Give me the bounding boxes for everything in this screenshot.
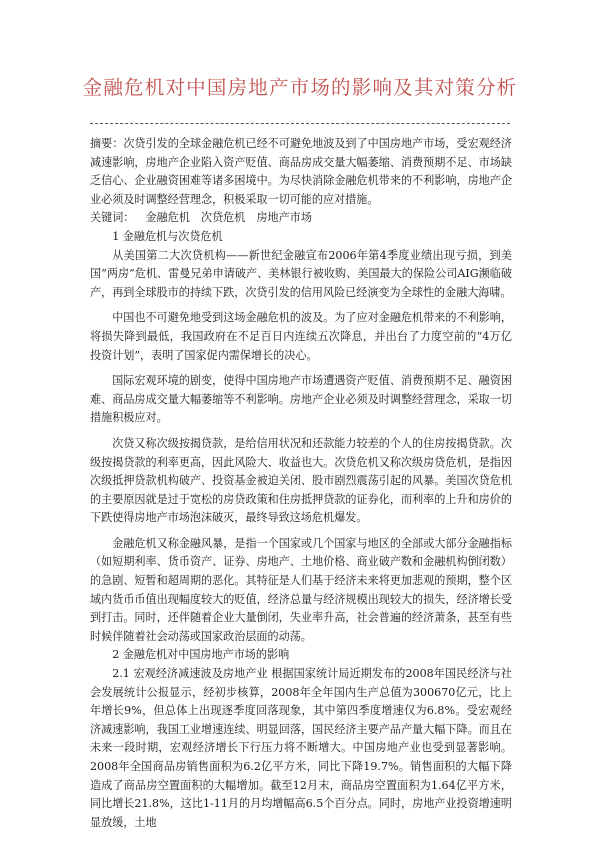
keywords-line: [90, 209, 512, 228]
keyword-item: 房地产市场: [256, 211, 312, 225]
section-heading-1: 1 金融危机与次贷危机: [112, 229, 223, 243]
body-paragraph: 次贷又称次级按揭贷款，是给信用状况和还款能力较差的个人的住房按揭贷款。次级按揭贷款的利率更高，因此风险大、收益也大。次贷危机又称次级房贷危机，是指因次级抵押贷款机构破产、投资基金被迫关闭、股市剧烈震荡引起的风暴。美国次贷危机的主要原因就是过于宽松的房贷政策和住房抵押贷款的证券化，而利率的上升和房价的下跌使得房地产市场泡沫破灭，最终导致这场危机爆发。: [90, 436, 512, 525]
title-divider: [90, 123, 510, 124]
keyword-item: 次贷危机: [200, 211, 246, 225]
body-paragraph: 中国也不可避免地受到这场金融危机的波及。为了应对金融危机带来的不利影响，将损失降到最低，我国政府在不足百日内连续五次降息，并出台了力度空前的“4万亿投资计划”，表明了国家促内需保增长的决心。: [90, 311, 512, 362]
body-paragraph: 从美国第二大次贷机构——新世纪金融宣布2006年第4季度业绩出现亏损，到美国“两房”危机、雷曼兄弟申请破产、美林银行被收购、美国最大的保险公司AIG濒临破产，再到全球股市的持续下跌，次贷引发的信用风险已经演变为全球性的金融大海啸。: [90, 248, 512, 299]
section-heading-2: 2 金融危机对中国房地产市场的影响: [112, 648, 290, 662]
keywords-label: 关键词：: [90, 211, 135, 225]
document-body: [90, 135, 512, 832]
body-paragraph: 2.1 宏观经济减速波及房地产业 根据国家统计局近期发布的2008年国民经济与社会发展统计公报显示，经初步核算，2008年全年国内生产总值为300670亿元，比上年增长9%，但总体上出现逐季度回落现象，其中第四季度增速仅为6.8%。受宏观经济减速影响，我国工业增速连续、明显回落，国民经济主要产品产量大幅下降。而且在未来一段时期，宏观经济增长下行压力将不断增大。中国房地产业也受到显著影响。2008年全国商品房销售面积为6.2亿平方米，同比下降19.7%。销售面积的大幅下降造成了商品房空置面积的大幅增加。截至12月末，商品房空置面积为1.64亿平方米，同比增长21.8%，这比1-11月的月均增幅高6.5个百分点。同时，房地产业投资增速明显放缓，土地: [90, 667, 512, 829]
document-title: 金融危机对中国房地产市场的影响及其对策分析: [82, 76, 518, 99]
body-paragraph: 金融危机又称金融风暴，是指一个国家或几个国家与地区的全部或大部分金融指标（如短期利率、货币资产、证券、房地产、土地价格、商业破产数和金融机构倒闭数）的急剧、短暂和超周期的恶化。其特征是人们基于经济未来将更加悲观的预期，整个区域内货币币值出现幅度较大的贬值，经济总量与经济规模出现较大的损失，经济增长受到打击。同时，还伴随着企业大量倒闭，失业率升高，社会普遍的经济萧条，甚至有些时候伴随着社会动荡或国家政治层面的动荡。: [90, 536, 512, 643]
keyword-item: 金融危机: [145, 211, 190, 225]
abstract-paragraph: 摘要：次贷引发的全球金融危机已经不可避免地波及到了中国房地产市场，受宏观经济减速影响，房地产企业陷入资产贬值、商品房成交量大幅萎缩、消费预期不足、市场缺乏信心、企业融资困难等诸多困境中。为尽快消除金融危机带来的不利影响，房地产企业必须及时调整经营理念，积极采取一切可能的应对措施。: [90, 137, 512, 206]
body-paragraph: 国际宏观环境的剧变，使得中国房地产市场遭遇资产贬值、消费预期不足、融资困难、商品房成交量大幅萎缩等不利影响。房地产企业必须及时调整经营理念，采取一切措施积极应对。: [90, 374, 512, 425]
